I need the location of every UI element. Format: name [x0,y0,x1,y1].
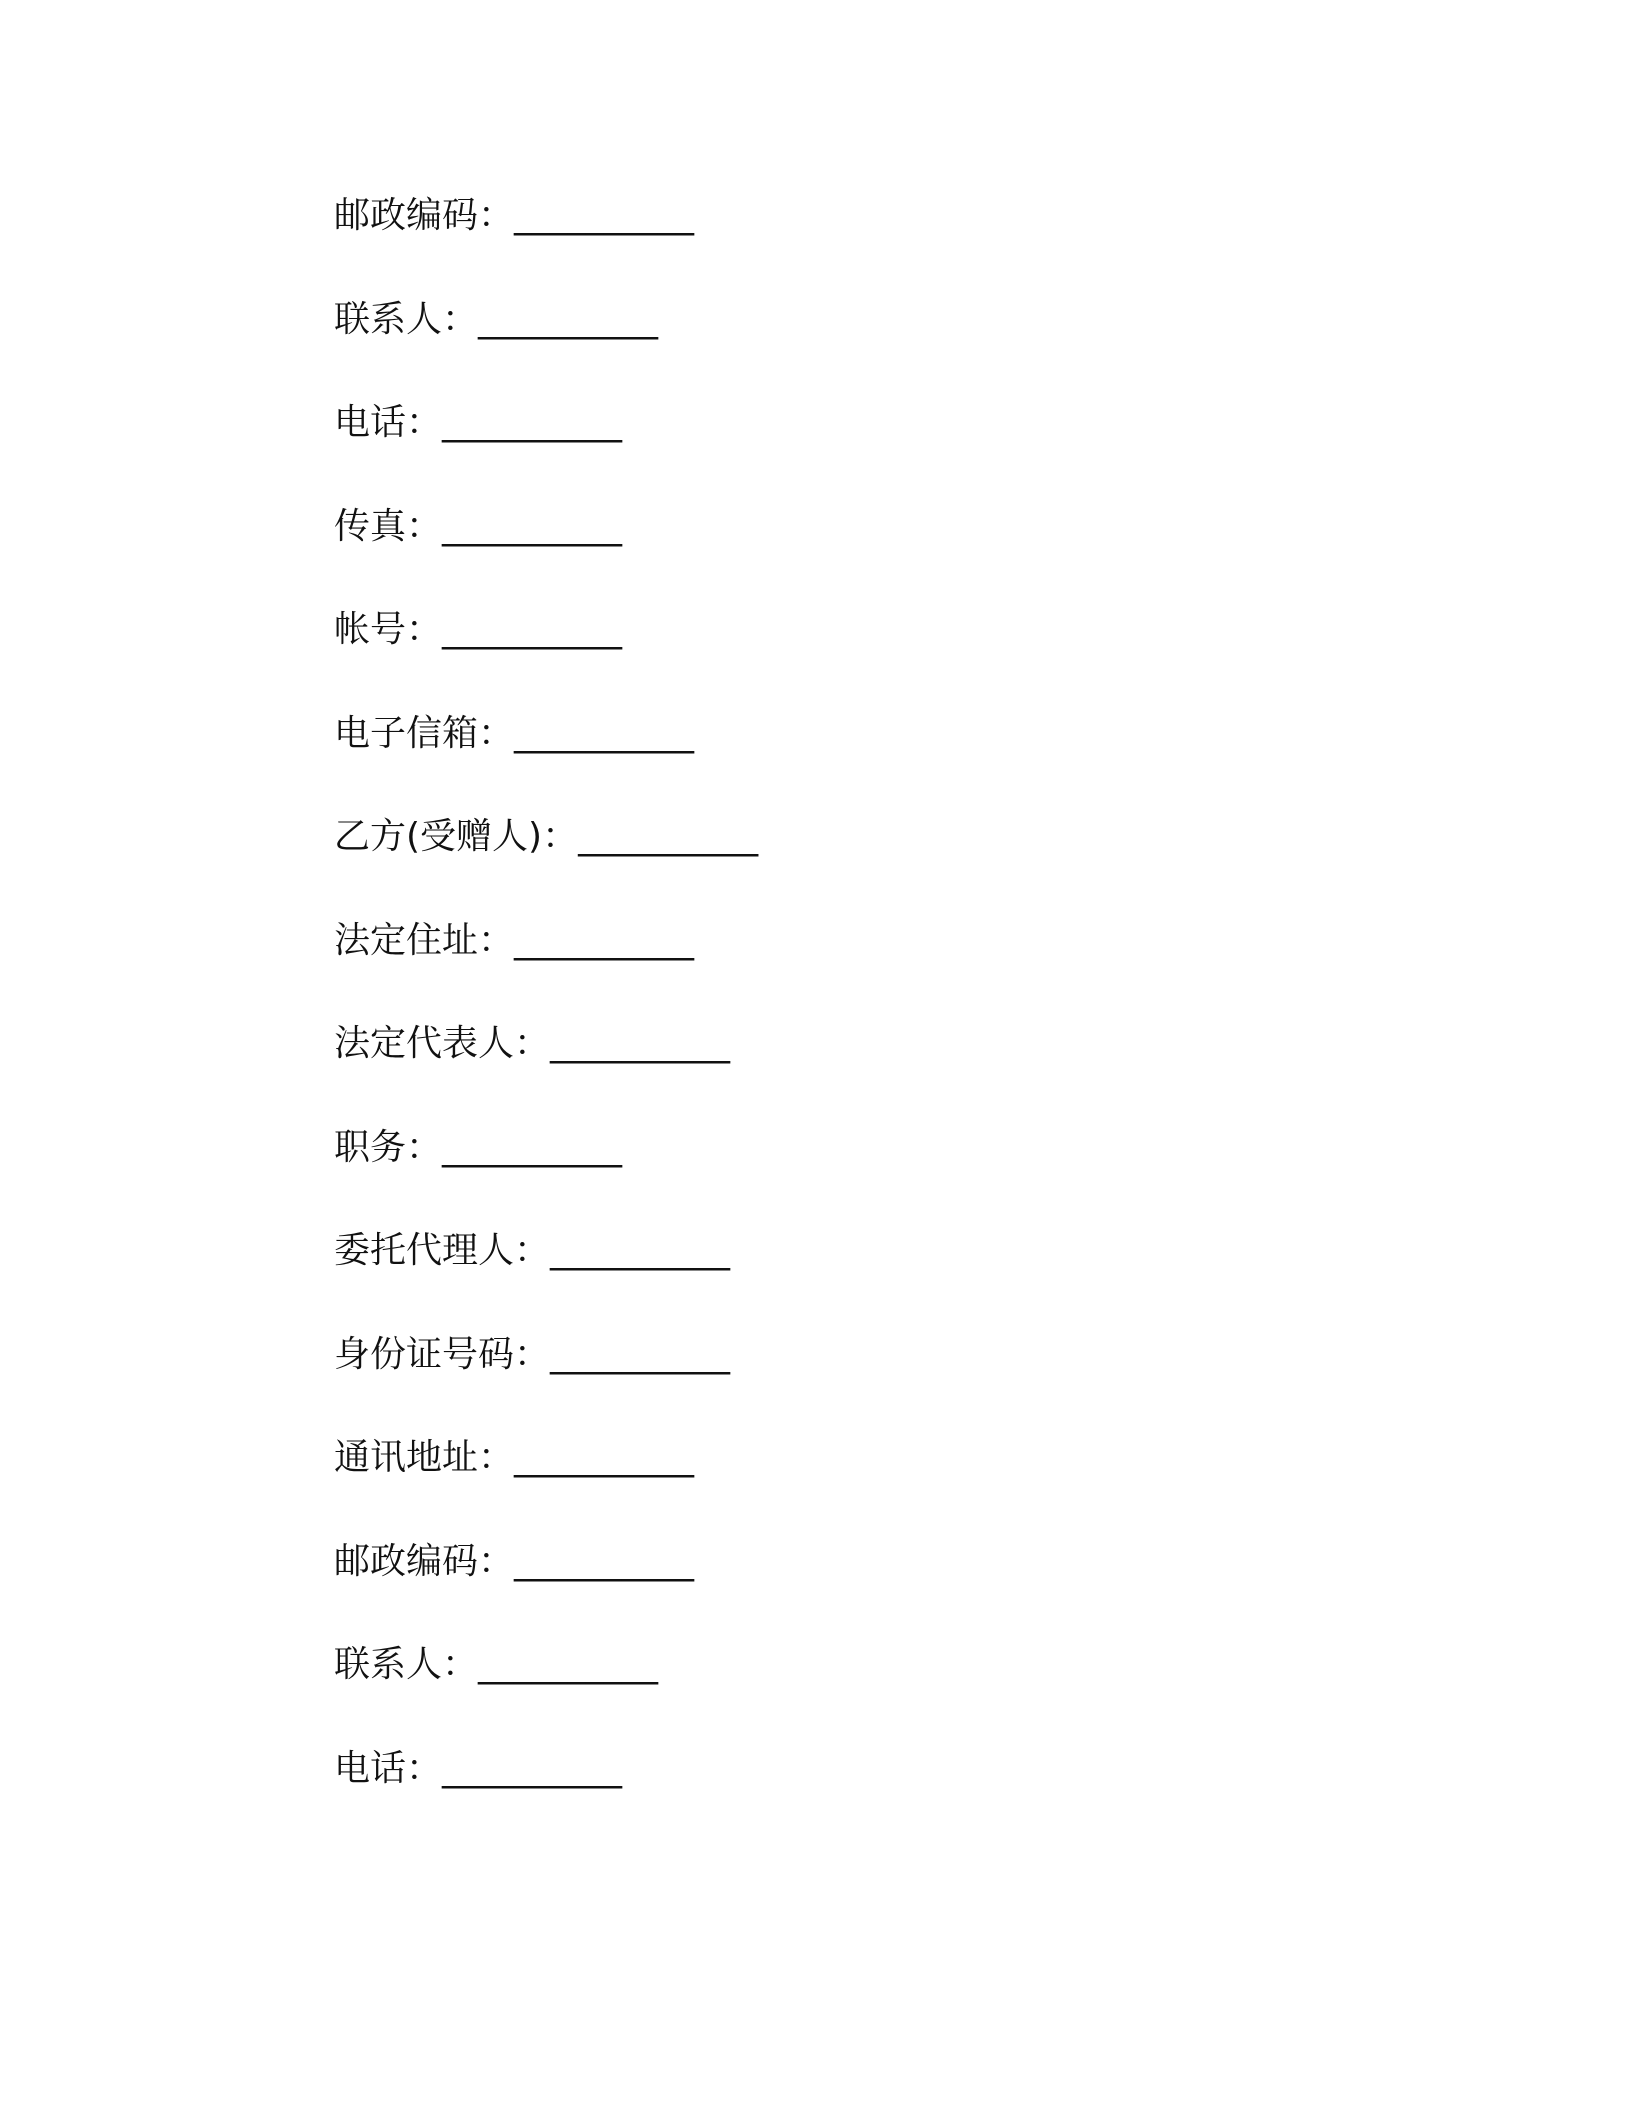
legal-address-line [334,911,1334,1015]
fax-label: 传真： [334,505,443,547]
mailing-address-blank: __________ [514,1437,695,1478]
authorized-agent-blank: __________ [550,1230,731,1271]
id-number-label: 身份证号码： [334,1333,551,1375]
email-label: 电子信箱： [334,712,515,754]
account-number-label: 帐号： [334,609,443,650]
legal-address-label: 法定住址： [334,919,515,961]
contact-person-line-2 [334,1635,1334,1739]
legal-representative-blank: __________ [550,1023,731,1064]
contact-person-blank: __________ [478,298,659,340]
phone-line [334,393,1334,497]
party-b-donee-line [334,807,1334,911]
contact-person-line [334,290,1334,394]
authorized-agent-label: 委托代理人： [334,1230,551,1271]
legal-representative-line [334,1014,1334,1118]
phone-label: 电话： [334,402,443,443]
contact-person-label-2: 联系人： [334,1644,479,1685]
contact-person-blank-2: __________ [478,1644,659,1685]
postal-code-label: 邮政编码： [334,195,515,236]
id-number-line [334,1325,1334,1429]
mailing-address-label: 通讯地址： [334,1437,515,1478]
contact-person-label: 联系人： [334,298,479,340]
form-field-list [334,186,1334,1842]
position-blank: __________ [442,1126,623,1168]
postal-code-line [334,186,1334,290]
account-number-blank: __________ [442,609,623,650]
phone-line-2 [334,1739,1334,1843]
id-number-blank: __________ [550,1333,731,1375]
postal-code-line-2 [334,1532,1334,1636]
postal-code-blank-2: __________ [514,1540,695,1582]
postal-code-blank: __________ [514,195,695,236]
mailing-address-line [334,1428,1334,1532]
email-line [334,704,1334,808]
email-blank: __________ [514,712,695,754]
account-number-line [334,600,1334,704]
phone-blank: __________ [442,402,623,443]
party-b-donee-label: 乙方(受赠人)： [334,816,579,857]
authorized-agent-line [334,1221,1334,1325]
postal-code-label-2: 邮政编码： [334,1540,515,1582]
phone-blank-2: __________ [442,1747,623,1789]
legal-address-blank: __________ [514,919,695,961]
fax-line [334,497,1334,601]
phone-label-2: 电话： [334,1747,443,1789]
legal-representative-label: 法定代表人： [334,1023,551,1064]
fax-blank: __________ [442,505,623,547]
position-label: 职务： [334,1126,443,1168]
position-line [334,1118,1334,1222]
party-b-donee-blank: __________ [578,816,759,857]
